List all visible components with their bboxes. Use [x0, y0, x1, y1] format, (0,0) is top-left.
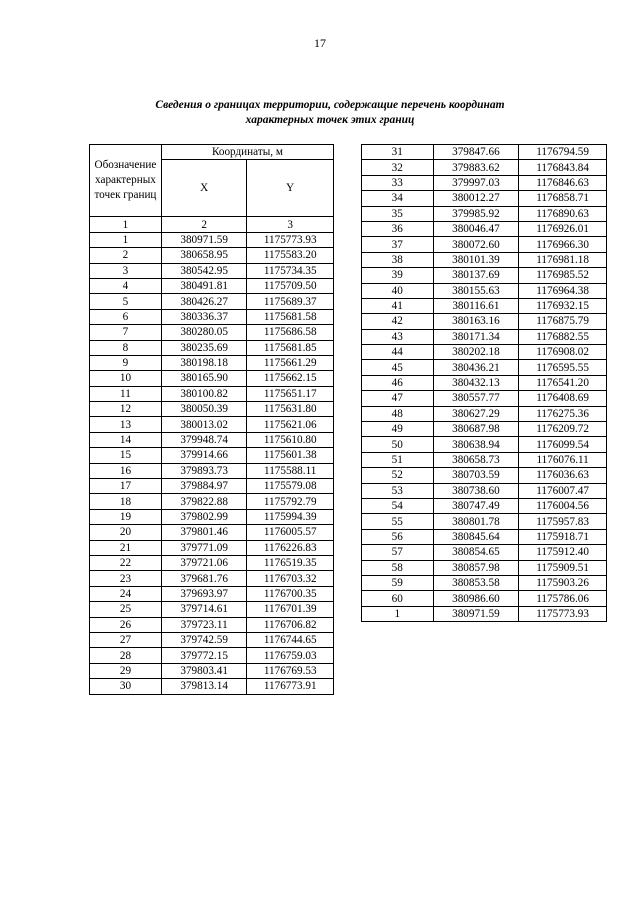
point-number-cell: 49: [362, 422, 434, 437]
y-coordinate-cell: 1175686.58: [247, 325, 334, 340]
table-row: [90, 494, 334, 509]
point-number-cell: 9: [90, 355, 162, 370]
table-row: [90, 509, 334, 524]
y-coordinate-cell: 1176700.35: [247, 586, 334, 601]
y-coordinate-cell: 1175681.58: [247, 309, 334, 324]
point-number-cell: 53: [362, 483, 434, 498]
document-title: [100, 98, 560, 128]
table-row: [362, 560, 607, 575]
y-coordinate-cell: 1175662.15: [247, 371, 334, 386]
point-number-cell: 40: [362, 283, 434, 298]
point-number-cell: 11: [90, 386, 162, 401]
table-row: [362, 175, 607, 190]
point-number-cell: 1: [90, 232, 162, 247]
x-coordinate-cell: 380627.29: [433, 406, 519, 421]
point-number-cell: 10: [90, 371, 162, 386]
y-coordinate-cell: 1175994.39: [247, 509, 334, 524]
y-coordinate-cell: 1176966.30: [519, 237, 607, 252]
table-row: [90, 586, 334, 601]
x-coordinate-cell: 380101.39: [433, 252, 519, 267]
y-coordinate-cell: 1176408.69: [519, 391, 607, 406]
table-row: [90, 309, 334, 324]
x-coordinate-cell: 379893.73: [161, 463, 247, 478]
point-number-cell: 56: [362, 529, 434, 544]
y-coordinate-cell: 1175773.93: [247, 232, 334, 247]
x-coordinate-cell: 380198.18: [161, 355, 247, 370]
y-coordinate-cell: 1176981.18: [519, 252, 607, 267]
table-row: [90, 555, 334, 570]
point-number-cell: 13: [90, 417, 162, 432]
x-coordinate-cell: 379883.62: [433, 160, 519, 175]
point-number-cell: 48: [362, 406, 434, 421]
point-number-cell: 59: [362, 575, 434, 590]
x-coordinate-cell: 380986.60: [433, 591, 519, 606]
x-coordinate-cell: 380845.64: [433, 529, 519, 544]
x-coordinate-cell: 380202.18: [433, 345, 519, 360]
table-row: [90, 648, 334, 663]
y-coordinate-cell: 1176908.02: [519, 345, 607, 360]
y-coordinate-cell: 1176519.35: [247, 555, 334, 570]
y-coordinate-cell: 1175792.79: [247, 494, 334, 509]
x-coordinate-cell: 380638.94: [433, 437, 519, 452]
table-row: [90, 540, 334, 555]
table-row: [362, 237, 607, 252]
table-row: [362, 483, 607, 498]
table-row: [90, 371, 334, 386]
x-coordinate-cell: 379681.76: [161, 571, 247, 586]
table-row: [362, 191, 607, 206]
point-number-cell: 30: [90, 679, 162, 694]
y-coordinate-cell: 1176846.63: [519, 175, 607, 190]
table-row: [90, 525, 334, 540]
y-coordinate-cell: 1176794.59: [519, 145, 607, 160]
point-number-cell: 5: [90, 294, 162, 309]
x-coordinate-cell: 379914.66: [161, 448, 247, 463]
table-row: [90, 432, 334, 447]
point-number-cell: 17: [90, 479, 162, 494]
x-coordinate-cell: 379847.66: [433, 145, 519, 160]
x-coordinate-cell: 380747.49: [433, 498, 519, 513]
x-coordinate-cell: 380235.69: [161, 340, 247, 355]
x-coordinate-cell: 380542.95: [161, 263, 247, 278]
x-coordinate-cell: 379801.46: [161, 525, 247, 540]
table-row: [362, 452, 607, 467]
table-row: [90, 232, 334, 247]
coordinates-table-right: [361, 144, 607, 622]
point-number-cell: 34: [362, 191, 434, 206]
point-number-cell: 31: [362, 145, 434, 160]
table-row: [90, 679, 334, 694]
y-coordinate-cell: 1176964.38: [519, 283, 607, 298]
point-number-cell: 21: [90, 540, 162, 555]
point-number-cell: 60: [362, 591, 434, 606]
table-row: [90, 325, 334, 340]
point-number-cell: 6: [90, 309, 162, 324]
y-coordinate-cell: 1176985.52: [519, 268, 607, 283]
x-coordinate-cell: 380050.39: [161, 402, 247, 417]
x-coordinate-cell: 380426.27: [161, 294, 247, 309]
y-coordinate-cell: 1176759.03: [247, 648, 334, 663]
point-number-cell: 39: [362, 268, 434, 283]
table-row: [90, 571, 334, 586]
point-number-cell: 43: [362, 329, 434, 344]
x-coordinate-cell: 380658.73: [433, 452, 519, 467]
y-coordinate-cell: 1176932.15: [519, 298, 607, 313]
x-coordinate-cell: 379803.41: [161, 663, 247, 678]
y-coordinate-cell: 1175912.40: [519, 545, 607, 560]
point-number-cell: 36: [362, 221, 434, 236]
point-number-cell: 8: [90, 340, 162, 355]
y-coordinate-cell: 1176744.65: [247, 632, 334, 647]
header-x: X: [161, 160, 247, 217]
table-row: [362, 329, 607, 344]
x-coordinate-cell: 380432.13: [433, 375, 519, 390]
x-coordinate-cell: 379822.88: [161, 494, 247, 509]
point-number-cell: 23: [90, 571, 162, 586]
header-point-designation: Обозначение характерных точек границ: [90, 145, 162, 217]
point-number-cell: 47: [362, 391, 434, 406]
y-coordinate-cell: 1176004.56: [519, 498, 607, 513]
point-number-cell: 52: [362, 468, 434, 483]
x-coordinate-cell: 380012.27: [433, 191, 519, 206]
point-number-cell: 16: [90, 463, 162, 478]
table-row: [362, 206, 607, 221]
y-coordinate-cell: 1175786.06: [519, 591, 607, 606]
y-coordinate-cell: 1175709.50: [247, 278, 334, 293]
point-number-cell: 19: [90, 509, 162, 524]
y-coordinate-cell: 1176701.39: [247, 602, 334, 617]
y-coordinate-cell: 1176703.32: [247, 571, 334, 586]
table-row: [90, 463, 334, 478]
x-coordinate-cell: 380801.78: [433, 514, 519, 529]
point-number-cell: 46: [362, 375, 434, 390]
y-coordinate-cell: 1175903.26: [519, 575, 607, 590]
column-number: 1: [90, 217, 162, 232]
point-number-cell: 15: [90, 448, 162, 463]
title-line-2: характерных точек этих границ: [245, 114, 415, 126]
table-row: [90, 278, 334, 293]
point-number-cell: 18: [90, 494, 162, 509]
x-coordinate-cell: 380336.37: [161, 309, 247, 324]
table-row: [362, 375, 607, 390]
y-coordinate-cell: 1175689.37: [247, 294, 334, 309]
x-coordinate-cell: 380687.98: [433, 422, 519, 437]
page-number: 17: [314, 36, 326, 50]
table-row: [90, 294, 334, 309]
table-row: [90, 402, 334, 417]
y-coordinate-cell: 1176209.72: [519, 422, 607, 437]
table-row: [90, 632, 334, 647]
x-coordinate-cell: 380100.82: [161, 386, 247, 401]
y-coordinate-cell: 1176541.20: [519, 375, 607, 390]
coordinates-table-left: [89, 144, 334, 695]
table-row: [90, 663, 334, 678]
table-row: [362, 498, 607, 513]
table-row: [362, 437, 607, 452]
point-number-cell: 28: [90, 648, 162, 663]
x-coordinate-cell: 380853.58: [433, 575, 519, 590]
y-coordinate-cell: 1175918.71: [519, 529, 607, 544]
table-row: [90, 479, 334, 494]
y-coordinate-cell: 1176099.54: [519, 437, 607, 452]
y-coordinate-cell: 1176706.82: [247, 617, 334, 632]
table-row: [90, 417, 334, 432]
point-number-cell: 29: [90, 663, 162, 678]
y-coordinate-cell: 1175909.51: [519, 560, 607, 575]
table-row: [362, 468, 607, 483]
point-number-cell: 7: [90, 325, 162, 340]
table-row: [362, 160, 607, 175]
point-number-cell: 24: [90, 586, 162, 601]
column-number: 3: [247, 217, 334, 232]
point-number-cell: 42: [362, 314, 434, 329]
point-number-cell: 22: [90, 555, 162, 570]
y-coordinate-cell: 1175621.06: [247, 417, 334, 432]
table-row: [362, 314, 607, 329]
y-coordinate-cell: 1176005.57: [247, 525, 334, 540]
table-row: [362, 298, 607, 313]
title-line-1: Сведения о границах территории, содержащие перечень координат: [155, 99, 505, 111]
y-coordinate-cell: 1175583.20: [247, 248, 334, 263]
y-coordinate-cell: 1176226.83: [247, 540, 334, 555]
point-number-cell: 4: [90, 278, 162, 293]
table-row: [362, 145, 607, 160]
x-coordinate-cell: 379772.15: [161, 648, 247, 663]
x-coordinate-cell: 380163.16: [433, 314, 519, 329]
x-coordinate-cell: 380280.05: [161, 325, 247, 340]
point-number-cell: 12: [90, 402, 162, 417]
table-row: [362, 345, 607, 360]
table-row: [90, 448, 334, 463]
y-coordinate-cell: 1175579.08: [247, 479, 334, 494]
y-coordinate-cell: 1176007.47: [519, 483, 607, 498]
point-number-cell: 51: [362, 452, 434, 467]
table-row: [90, 386, 334, 401]
point-number-cell: 14: [90, 432, 162, 447]
y-coordinate-cell: 1175651.17: [247, 386, 334, 401]
table-body-right: [362, 145, 607, 622]
y-coordinate-cell: 1176926.01: [519, 221, 607, 236]
table-row: [90, 617, 334, 632]
x-coordinate-cell: 379813.14: [161, 679, 247, 694]
x-coordinate-cell: 379714.61: [161, 602, 247, 617]
table-row: [362, 406, 607, 421]
point-number-cell: 55: [362, 514, 434, 529]
y-coordinate-cell: 1175661.29: [247, 355, 334, 370]
table-row: [90, 602, 334, 617]
y-coordinate-cell: 1176076.11: [519, 452, 607, 467]
y-coordinate-cell: 1175588.11: [247, 463, 334, 478]
y-coordinate-cell: 1175601.38: [247, 448, 334, 463]
table-row: [90, 355, 334, 370]
x-coordinate-cell: 380658.95: [161, 248, 247, 263]
point-number-cell: 38: [362, 252, 434, 267]
table-row: [362, 591, 607, 606]
point-number-cell: 3: [90, 263, 162, 278]
point-number-cell: 45: [362, 360, 434, 375]
x-coordinate-cell: 380155.63: [433, 283, 519, 298]
x-coordinate-cell: 379985.92: [433, 206, 519, 221]
y-coordinate-cell: 1175734.35: [247, 263, 334, 278]
x-coordinate-cell: 379997.03: [433, 175, 519, 190]
point-number-cell: 50: [362, 437, 434, 452]
column-number: 2: [161, 217, 247, 232]
point-number-cell: 27: [90, 632, 162, 647]
y-coordinate-cell: 1176769.53: [247, 663, 334, 678]
point-number-cell: 41: [362, 298, 434, 313]
table-body-left: [90, 232, 334, 694]
x-coordinate-cell: 379802.99: [161, 509, 247, 524]
table-row: [362, 252, 607, 267]
table-row: [362, 529, 607, 544]
table-row: [362, 575, 607, 590]
x-coordinate-cell: 380116.61: [433, 298, 519, 313]
x-coordinate-cell: 380971.59: [433, 606, 519, 621]
x-coordinate-cell: 380171.34: [433, 329, 519, 344]
point-number-cell: 37: [362, 237, 434, 252]
table-row: [362, 268, 607, 283]
y-coordinate-cell: 1176875.79: [519, 314, 607, 329]
y-coordinate-cell: 1175773.93: [519, 606, 607, 621]
y-coordinate-cell: 1176595.55: [519, 360, 607, 375]
y-coordinate-cell: 1175957.83: [519, 514, 607, 529]
x-coordinate-cell: 379721.06: [161, 555, 247, 570]
x-coordinate-cell: 380165.90: [161, 371, 247, 386]
point-number-cell: 25: [90, 602, 162, 617]
x-coordinate-cell: 380971.59: [161, 232, 247, 247]
table-row: [90, 248, 334, 263]
header-y: Y: [247, 160, 334, 217]
point-number-cell: 35: [362, 206, 434, 221]
x-coordinate-cell: 379742.59: [161, 632, 247, 647]
point-number-cell: 54: [362, 498, 434, 513]
table-row: [90, 340, 334, 355]
table-row: [362, 391, 607, 406]
table-row: [362, 360, 607, 375]
y-coordinate-cell: 1175631.80: [247, 402, 334, 417]
x-coordinate-cell: 380046.47: [433, 221, 519, 236]
table-row: [362, 606, 607, 621]
y-coordinate-cell: 1176036.63: [519, 468, 607, 483]
header-coordinates: Координаты, м: [161, 145, 333, 160]
point-number-cell: 2: [90, 248, 162, 263]
x-coordinate-cell: 380857.98: [433, 560, 519, 575]
x-coordinate-cell: 379723.11: [161, 617, 247, 632]
y-coordinate-cell: 1176890.63: [519, 206, 607, 221]
point-number-cell: 33: [362, 175, 434, 190]
x-coordinate-cell: 380072.60: [433, 237, 519, 252]
y-coordinate-cell: 1175681.85: [247, 340, 334, 355]
point-number-cell: 32: [362, 160, 434, 175]
x-coordinate-cell: 380436.21: [433, 360, 519, 375]
y-coordinate-cell: 1176843.84: [519, 160, 607, 175]
table-row: [362, 221, 607, 236]
x-coordinate-cell: 379884.97: [161, 479, 247, 494]
table-row: [362, 514, 607, 529]
x-coordinate-cell: 379948.74: [161, 432, 247, 447]
x-coordinate-cell: 380013.02: [161, 417, 247, 432]
point-number-cell: 1: [362, 606, 434, 621]
table-row: [90, 263, 334, 278]
y-coordinate-cell: 1176773.91: [247, 679, 334, 694]
y-coordinate-cell: 1175610.80: [247, 432, 334, 447]
x-coordinate-cell: 380854.65: [433, 545, 519, 560]
point-number-cell: 26: [90, 617, 162, 632]
y-coordinate-cell: 1176882.55: [519, 329, 607, 344]
x-coordinate-cell: 379693.97: [161, 586, 247, 601]
y-coordinate-cell: 1176275.36: [519, 406, 607, 421]
table-row: [362, 422, 607, 437]
x-coordinate-cell: 380491.81: [161, 278, 247, 293]
point-number-cell: 20: [90, 525, 162, 540]
x-coordinate-cell: 380738.60: [433, 483, 519, 498]
x-coordinate-cell: 379771.09: [161, 540, 247, 555]
y-coordinate-cell: 1176858.71: [519, 191, 607, 206]
point-number-cell: 44: [362, 345, 434, 360]
x-coordinate-cell: 380557.77: [433, 391, 519, 406]
table-row: [362, 283, 607, 298]
x-coordinate-cell: 380703.59: [433, 468, 519, 483]
table-row: [362, 545, 607, 560]
point-number-cell: 57: [362, 545, 434, 560]
point-number-cell: 58: [362, 560, 434, 575]
x-coordinate-cell: 380137.69: [433, 268, 519, 283]
